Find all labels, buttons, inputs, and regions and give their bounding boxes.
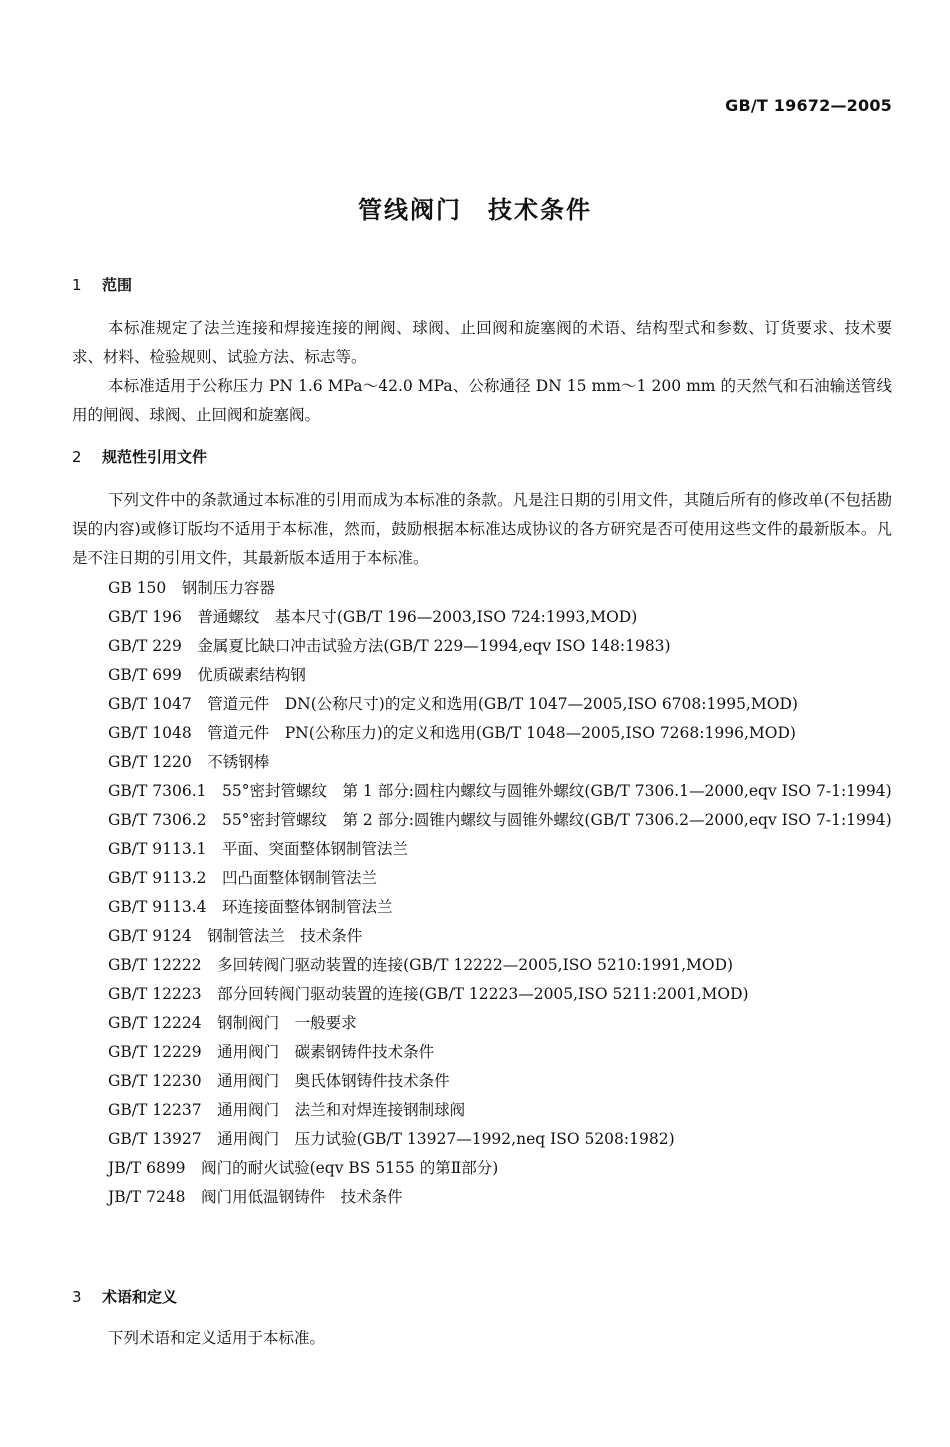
reference-code: GB/T 1220 [108,753,192,771]
reference-item [72,574,892,603]
reference-title: 管道元件 DN(公称尺寸)的定义和选用(GB/T 1047—2005,ISO 6708:1995,MOD) [207,695,798,713]
reference-code: GB/T 9124 [108,927,192,945]
reference-code: JB/T 6899 [108,1159,186,1177]
section-heading-1 [72,274,132,295]
paragraph: 本标准适用于公称压力 PN 1.6 MPa～42.0 MPa、公称通径 DN 15 mm～1 200 mm 的天然气和石油输送管线用的闸阀、球阀、止回阀和旋塞阀。 [72,377,892,424]
reference-code: GB/T 12230 [108,1072,202,1090]
reference-code: GB/T 12237 [108,1101,202,1119]
reference-title: 通用阀门 碳素钢铸件技术条件 [217,1043,435,1061]
paragraph: 本标准规定了法兰连接和焊接连接的闸阀、球阀、止回阀和旋塞阀的术语、结构型式和参数、订货要求、技术要求、材料、检验规则、试验方法、标志等。 [72,319,892,366]
reference-title: 通用阀门 奥氏体钢铸件技术条件 [217,1072,450,1090]
section-heading-2 [72,446,207,467]
reference-item [72,1038,892,1067]
reference-item [72,777,892,806]
reference-item [72,690,892,719]
reference-title: 多回转阀门驱动装置的连接(GB/T 12222—2005,ISO 5210:1991,MOD) [217,956,734,974]
reference-code: GB/T 699 [108,666,182,684]
reference-item [72,1154,892,1183]
section-number: 2 [72,448,82,466]
reference-title: 钢制管法兰 技术条件 [207,927,363,945]
reference-item [72,980,892,1009]
reference-code: GB/T 9113.4 [108,898,207,916]
section-title: 范围 [102,276,133,294]
reference-code: GB/T 12224 [108,1014,202,1032]
reference-item [72,661,892,690]
reference-code: JB/T 7248 [108,1188,186,1206]
document-title: 管线阀门 技术条件 [358,196,592,224]
reference-code: GB/T 1048 [108,724,192,742]
reference-code: GB/T 9113.1 [108,840,207,858]
reference-code: GB/T 12222 [108,956,202,974]
reference-title: 通用阀门 压力试验(GB/T 13927—1992,neq ISO 5208:1982) [217,1130,675,1148]
reference-item [72,1096,892,1125]
reference-title: 钢制阀门 一般要求 [217,1014,357,1032]
reference-title: 管道元件 PN(公称压力)的定义和选用(GB/T 1048—2005,ISO 7268:1996,MOD) [207,724,796,742]
reference-code: GB/T 1047 [108,695,192,713]
reference-title: 凹凸面整体钢制管法兰 [222,869,378,887]
reference-item [72,1183,892,1212]
reference-code: GB 150 [108,579,167,597]
reference-item [72,893,892,922]
reference-item [72,1067,892,1096]
reference-title: 优质碳素结构钢 [197,666,306,684]
reference-title: 环连接面整体钢制管法兰 [222,898,393,916]
reference-code: GB/T 13927 [108,1130,202,1148]
reference-code: GB/T 229 [108,637,182,655]
reference-title: 钢制压力容器 [181,579,275,597]
reference-item [72,1125,892,1154]
section-number: 1 [72,276,82,294]
reference-code: GB/T 12223 [108,985,202,1003]
reference-title: 平面、突面整体钢制管法兰 [222,840,409,858]
reference-item [72,951,892,980]
section-number: 3 [72,1288,82,1306]
reference-item [72,1009,892,1038]
reference-title: 普通螺纹 基本尺寸(GB/T 196—2003,ISO 724:1993,MOD) [197,608,638,626]
reference-item [72,748,892,777]
reference-code: GB/T 9113.2 [108,869,207,887]
reference-code: GB/T 196 [108,608,182,626]
reference-item [72,922,892,951]
reference-item [72,835,892,864]
section-heading-3 [72,1286,177,1307]
reference-item [72,603,892,632]
reference-title: 通用阀门 法兰和对焊连接钢制球阀 [217,1101,466,1119]
reference-code: GB/T 7306.1 [108,782,207,800]
reference-item [72,719,892,748]
reference-list [72,574,892,1212]
reference-title: 金属夏比缺口冲击试验方法(GB/T 229—1994,eqv ISO 148:1983) [197,637,671,655]
reference-title: 阀门用低温钢铸件 技术条件 [201,1188,403,1206]
section-title: 规范性引用文件 [102,448,208,466]
reference-item [72,632,892,661]
paragraph: 下列术语和定义适用于本标准。 [108,1329,326,1347]
reference-code: GB/T 7306.2 [108,811,207,829]
reference-item [72,864,892,893]
reference-title: 不锈钢棒 [207,753,270,771]
reference-code: GB/T 12229 [108,1043,202,1061]
reference-title: 阀门的耐火试验(eqv BS 5155 的第Ⅱ部分) [201,1159,499,1177]
standard-code: GB/T 19672—2005 [725,96,892,115]
reference-title: 55°密封管螺纹 第 2 部分:圆锥内螺纹与圆锥外螺纹(GB/T 7306.2—2000,eqv ISO 7-1:1994) [222,811,892,829]
reference-title: 部分回转阀门驱动装置的连接(GB/T 12223—2005,ISO 5211:2001,MOD) [217,985,749,1003]
reference-title: 55°密封管螺纹 第 1 部分:圆柱内螺纹与圆锥外螺纹(GB/T 7306.1—2000,eqv ISO 7-1:1994) [222,782,892,800]
paragraph: 下列文件中的条款通过本标准的引用而成为本标准的条款。凡是注日期的引用文件，其随后所有的修改单(不包括勘误的内容)或修订版均不适用于本标准，然而，鼓励根据本标准达成协议的各方研究是否可使用这些文件的最新版本。凡是不注日期的引用文件，其最新版本适用于本标准。 [72,491,892,567]
section-title: 术语和定义 [102,1288,178,1306]
reference-item [72,806,892,835]
